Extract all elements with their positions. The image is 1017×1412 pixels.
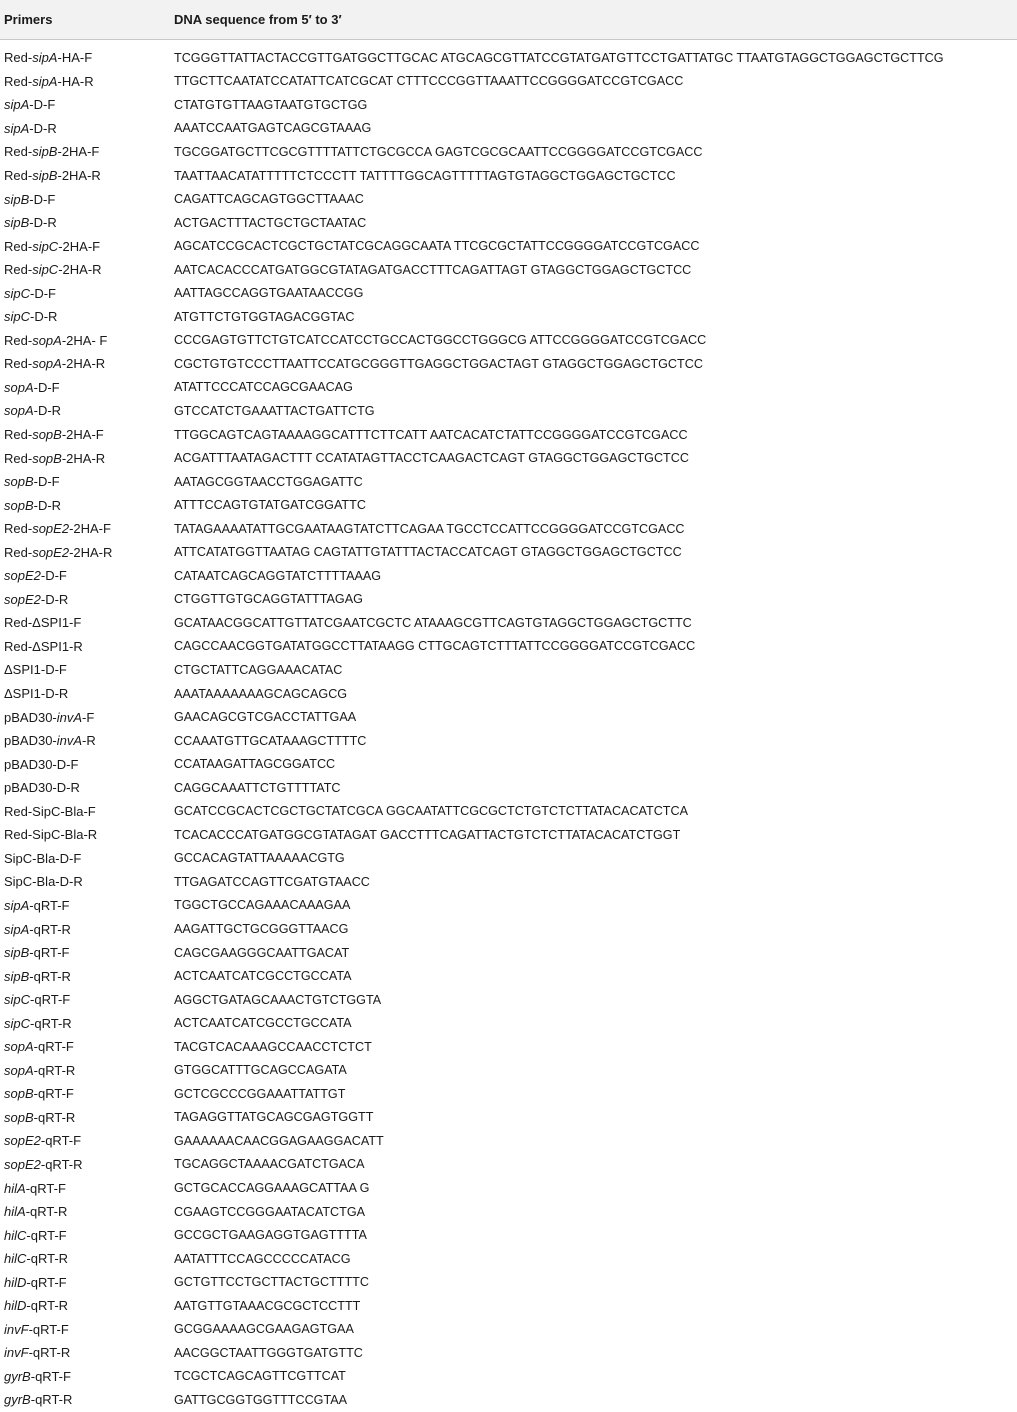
dna-sequence: GCATAACGGCATTGTTATCGAATCGCTC ATAAAGCGTTCAGTGTAGGCTGGAGCTGCTTC: [174, 615, 692, 630]
primer-name-post: -2HA-R: [69, 544, 113, 560]
primer-name: [0, 211, 170, 235]
primer-name: [0, 1388, 170, 1412]
primer-name-post: -2HA-R: [58, 262, 102, 278]
primer-name-post: -qRT-R: [33, 1109, 76, 1125]
table-row: [0, 658, 1017, 682]
primer-name-pre: SipC-Bla-D-R: [4, 874, 83, 890]
primer-name-post: -D-R: [29, 215, 57, 231]
primer-name-it: sipB: [4, 945, 30, 961]
table-row: [0, 776, 1017, 800]
primer-name: [0, 682, 170, 706]
primer-name-post: -2HA-R: [61, 450, 106, 466]
table-row: [0, 1106, 1017, 1130]
primer-name-post: -qRT-R: [30, 1392, 73, 1408]
primer-name: [0, 870, 170, 894]
table-row: [0, 117, 1017, 141]
primer-name-pre: Red-: [4, 238, 33, 254]
table-row: [0, 352, 1017, 376]
dna-sequence: TTGCTTCAATATCCATATTCATCGCAT CTTTCCCGGTTAAATTCCGGGGATCCGTCGACC: [174, 74, 684, 89]
primer-name-post: -qRT-R: [33, 1062, 76, 1078]
dna-sequence: GCATCCGCACTCGCTGCTATCGCA GGCAATATTCGCGCTCTGTCTCTTATACACATCTCA: [174, 804, 688, 819]
primer-name: [0, 1318, 170, 1342]
primer-name-post: -D-R: [33, 497, 62, 513]
primer-name: [0, 635, 170, 659]
dna-sequence: AATAGCGGTAACCTGGAGATTC: [174, 474, 363, 489]
primer-name: [0, 187, 170, 211]
dna-sequence: ATGTTCTGTGGTAGACGGTAC: [174, 309, 355, 324]
dna-sequence: TTGAGATCCAGTTCGATGTAACC: [174, 874, 370, 889]
dna-sequence: TGCGGATGCTTCGCGTTTTATTCTGCGCCA GAGTCGCGCAATTCCGGGGATCCGTCGACC: [174, 144, 703, 159]
primer-name-it: sopB: [4, 1109, 34, 1125]
dna-sequence: TAGAGGTTATGCAGCGAGTGGTT: [174, 1110, 374, 1125]
dna-sequence: CCCGAGTGTTCTGTCATCCATCCTGCCACTGGCCTGGGCG ATTCCGGGGATCCGTCGACC: [174, 333, 707, 348]
primer-name: [0, 894, 170, 918]
dna-sequence: CTATGTGTTAAGTAATGTGCTGG: [174, 97, 368, 112]
primer-name-post: -qRT-F: [40, 1133, 82, 1149]
table-row: [0, 1294, 1017, 1318]
primer-name-pre: ΔSPI1-D-R: [4, 686, 69, 702]
table-row: [0, 1129, 1017, 1153]
primer-name-pre: Red-SipC-Bla-F: [4, 803, 96, 819]
table-row: [0, 329, 1017, 353]
primer-name: [0, 70, 170, 94]
dna-sequence: CATAATCAGCAGGTATCTTTTAAAG: [174, 568, 382, 583]
primer-name-it: sipA: [32, 50, 58, 66]
table-row: [0, 588, 1017, 612]
primer-name-it: sopA: [4, 379, 34, 395]
primer-name-pre: Red-ΔSPI1-R: [4, 638, 83, 654]
primer-name-post: -2HA-F: [61, 427, 104, 443]
primer-name-it: sopA: [4, 1039, 34, 1055]
primer-name-it: hilC: [4, 1251, 27, 1267]
dna-sequence: AAGATTGCTGCGGGTTAACG: [174, 922, 349, 936]
dna-sequence: AATGTTGTAAACGCGCTCCTTT: [174, 1298, 361, 1313]
primer-name-it: sipC: [32, 238, 59, 254]
primer-name-post: -qRT-F: [26, 1227, 67, 1243]
primer-name-it: invF: [4, 1345, 29, 1361]
dna-sequence: GATTGCGGTGGTTTCCGTAA: [174, 1392, 348, 1407]
dna-sequence: GTGGCATTTGCAGCCAGATA: [174, 1063, 347, 1078]
primer-name-post: -F: [82, 709, 95, 725]
dna-sequence: AGCATCCGCACTCGCTGCTATCGCAGGCAATA TTCGCGCTATTCCGGGGATCCGTCGACC: [174, 239, 700, 254]
primer-name: [0, 1059, 170, 1083]
primer-name-it: sipA: [32, 73, 58, 89]
primer-name-pre: Red-: [4, 450, 33, 466]
dna-sequence: CAGGCAAATTCTGTTTTATC: [174, 780, 341, 795]
table-row: [0, 1270, 1017, 1294]
table-row: [0, 93, 1017, 117]
primer-name-it: sipC: [4, 1015, 31, 1031]
primer-name-it: sopE2: [4, 568, 41, 584]
primer-name: [0, 729, 170, 753]
primer-name-it: sopA: [4, 403, 34, 419]
table-row: [0, 517, 1017, 541]
primer-name: [0, 164, 170, 188]
primer-name-it: sopA: [4, 1062, 34, 1078]
primer-name-post: -HA-R: [57, 73, 94, 89]
table-row: [0, 70, 1017, 94]
primer-name-it: sopE2: [32, 521, 70, 537]
table-row: [0, 281, 1017, 305]
primer-name-pre: pBAD30-: [4, 733, 57, 749]
dna-sequence: GCCGCTGAAGAGGTGAGTTTTA: [174, 1228, 367, 1243]
table-row: [0, 611, 1017, 635]
primer-name: [0, 352, 170, 376]
dna-sequence: CGCTGTGTCCCTTAATTCCATGCGGGTTGAGGCTGGACTAGT GTAGGCTGGAGCTGCTCC: [174, 356, 703, 371]
primer-name-it: gyrB: [4, 1392, 31, 1408]
dna-sequence: ACGATTTAATAGACTTT CCATATAGTTACCTCAAGACTCAGT GTAGGCTGGAGCTGCTCC: [174, 451, 689, 466]
table-row: [0, 234, 1017, 258]
primer-name: [0, 117, 170, 141]
table-row: [0, 305, 1017, 329]
dna-sequence: CCAAATGTTGCATAAAGCTTTTC: [174, 733, 367, 748]
table-row: [0, 964, 1017, 988]
primer-name-post: -2HA- F: [61, 332, 108, 348]
dna-sequence: AAATCCAATGAGTCAGCGTAAAG: [174, 121, 372, 136]
primer-name-post: -D-F: [29, 97, 56, 113]
table-row: [0, 423, 1017, 447]
primer-name-post: -D-R: [30, 309, 58, 325]
table-row: [0, 1223, 1017, 1247]
primer-name-it: sipC: [32, 262, 59, 278]
dna-sequence: GTCCATCTGAAATTACTGATTCTG: [174, 403, 375, 418]
table-row: [0, 823, 1017, 847]
table-row: [0, 1176, 1017, 1200]
table-row: [0, 988, 1017, 1012]
primer-name: [0, 1341, 170, 1365]
primer-name-it: sipA: [4, 921, 30, 937]
dna-sequence: AAATAAAAAAAGCAGCAGCG: [174, 686, 348, 701]
table-row: [0, 870, 1017, 894]
primer-name-post: -qRT-F: [25, 1180, 66, 1196]
primer-name-it: sopE2: [4, 1156, 41, 1172]
table-row: [0, 446, 1017, 470]
header-row: [0, 0, 1017, 40]
dna-sequence: CTGCTATTCAGGAAACATAC: [174, 662, 343, 677]
dna-sequence: GAACAGCGTCGACCTATTGAA: [174, 710, 357, 725]
primer-name-post: -D-F: [33, 474, 60, 490]
primer-name: [0, 1106, 170, 1130]
dna-sequence: CAGCCAACGGTGATATGGCCTTATAAGG CTTGCAGTCTTTATTCCGGGGATCCGTCGACC: [174, 639, 696, 654]
dna-sequence: GCGGAAAAGCGAAGAGTGAA: [174, 1322, 354, 1337]
primer-name: [0, 1247, 170, 1271]
primer-name: [0, 40, 170, 70]
primer-name: [0, 917, 170, 941]
table-row: [0, 399, 1017, 423]
table-row: [0, 800, 1017, 824]
dna-sequence: ATATTCCCATCCAGCGAACAG: [174, 380, 353, 395]
primer-name: [0, 234, 170, 258]
primer-name-it: sopB: [32, 450, 62, 466]
primer-name-pre: Red-: [4, 427, 33, 443]
table-row: [0, 211, 1017, 235]
primer-name: [0, 1129, 170, 1153]
primer-name-post: -qRT-R: [26, 1251, 69, 1267]
primer-name: [0, 540, 170, 564]
primer-name-pre: pBAD30-: [4, 709, 57, 725]
table-row: [0, 564, 1017, 588]
dna-sequence: CAGATTCAGCAGTGGCTTAAAC: [174, 192, 364, 207]
dna-sequence: TGGCTGCCAGAAACAAAGAA: [174, 898, 351, 913]
primer-name: [0, 446, 170, 470]
primer-name: [0, 752, 170, 776]
primer-name-post: -2HA-R: [57, 168, 101, 183]
dna-sequence: GCTGTTCCTGCTTACTGCTTTTC: [174, 1275, 369, 1290]
primer-name: [0, 964, 170, 988]
table-row: [0, 164, 1017, 188]
table-row: [0, 258, 1017, 282]
dna-sequence: GCCACAGTATTAAAAACGTG: [174, 851, 345, 866]
primer-name-pre: Red-: [4, 544, 33, 560]
primer-name-it: invA: [56, 733, 83, 749]
primer-name: [0, 1200, 170, 1224]
table-row: [0, 540, 1017, 564]
primer-name-it: sipA: [4, 120, 30, 136]
primer-name-post: -qRT-F: [30, 992, 71, 1008]
primer-name-pre: Red-: [4, 356, 33, 372]
primer-name-it: sipB: [4, 191, 30, 207]
dna-sequence: TAATTAACATATTTTTCTCCCTT TATTTTGGCAGTTTTTAGTGTAGGCTGGAGCTGCTCC: [174, 168, 676, 183]
primer-name: [0, 140, 170, 164]
dna-sequence: TCGGGTTATTACTACCGTTGATGGCTTGCAC ATGCAGCGTTATCCGTATGATGTTCCTGATTATGC TTAATGTAGGCTGGAGCTGCTTCG: [174, 50, 944, 65]
table-row: [0, 1247, 1017, 1271]
table-row: [0, 847, 1017, 871]
dna-sequence: CTGGTTGTGCAGGTATTTAGAG: [174, 592, 363, 607]
table-row: [0, 493, 1017, 517]
table-row: [0, 1365, 1017, 1389]
primer-name-post: -HA-F: [57, 50, 93, 66]
primer-name-pre: ΔSPI1-D-F: [4, 662, 67, 678]
primer-name: [0, 1153, 170, 1177]
dna-sequence: AACGGCTAATTGGGTGATGTTC: [174, 1345, 363, 1360]
table-row: [0, 1388, 1017, 1412]
primer-name-post: -qRT-F: [30, 1368, 71, 1384]
primer-name-pre: Red-: [4, 144, 33, 160]
dna-sequence: TACGTCACAAAGCCAACCTCTCT: [174, 1039, 372, 1054]
primer-name: [0, 847, 170, 871]
primer-name: [0, 611, 170, 635]
dna-sequence: CCATAAGATTAGCGGATCC: [174, 757, 336, 772]
primer-name-it: sopB: [32, 427, 62, 443]
primer-name-pre: Red-: [4, 521, 33, 537]
primer-name-post: -R: [82, 733, 96, 749]
table-row: [0, 1318, 1017, 1342]
primer-name: [0, 988, 170, 1012]
table-row: [0, 1059, 1017, 1083]
primer-name-post: -D-R: [33, 403, 62, 419]
primer-name-it: hilA: [4, 1180, 26, 1196]
primer-name-post: -qRT-F: [29, 897, 70, 913]
primer-name-it: sopE2: [32, 544, 70, 560]
dna-sequence: AGGCTGATAGCAAACTGTCTGGTA: [174, 992, 382, 1007]
primer-name: [0, 305, 170, 329]
primer-name: [0, 470, 170, 494]
dna-sequence: CAGCGAAGGGCAATTGACAT: [174, 945, 350, 960]
primer-name-it: invA: [56, 709, 83, 725]
dna-sequence: TTGGCAGTCAGTAAAAGGCATTTCTTCATT AATCACATCTATTCCGGGGATCCGTCGACC: [174, 427, 688, 442]
primer-name-it: sipB: [32, 168, 58, 183]
primer-name: [0, 1035, 170, 1059]
table-row: [0, 682, 1017, 706]
dna-sequence: TCACACCCATGATGGCGTATAGAT GACCTTTCAGATTACTGTCTCTTATACACATCTGGT: [174, 827, 681, 842]
primer-name: [0, 281, 170, 305]
primer-name-it: sopA: [32, 332, 62, 348]
primer-name-pre: Red-: [4, 262, 33, 278]
primer-name: [0, 376, 170, 400]
primer-name-it: hilA: [4, 1204, 26, 1220]
primer-name-post: -2HA-F: [58, 238, 101, 254]
column-header-sequence: DNA sequence from 5′ to 3′: [170, 0, 1017, 40]
table-body: [0, 40, 1017, 1412]
primer-name-it: invF: [4, 1321, 29, 1337]
table-row: [0, 140, 1017, 164]
primer-name-it: hilD: [4, 1298, 27, 1314]
primer-name-it: sipA: [4, 97, 30, 113]
primer-name-it: sipC: [4, 992, 31, 1008]
primer-name-post: -qRT-F: [29, 945, 70, 961]
primer-name: [0, 423, 170, 447]
primer-name-post: -D-R: [29, 120, 57, 136]
primer-name-post: -qRT-R: [29, 968, 71, 984]
dna-sequence: TCGCTCAGCAGTTCGTTCAT: [174, 1369, 346, 1384]
primer-name-it: sopE2: [4, 591, 41, 607]
dna-sequence: ACTCAATCATCGCCTGCCATA: [174, 1016, 352, 1031]
primer-name-post: -qRT-F: [26, 1274, 67, 1290]
dna-sequence: ATTCATATGGTTAATAG CAGTATTGTATTTACTACCATCAGT GTAGGCTGGAGCTGCTCC: [174, 545, 682, 560]
primer-name-pre: pBAD30-D-R: [4, 780, 80, 796]
primer-name-it: sopE2: [4, 1133, 41, 1149]
primer-name-pre: SipC-Bla-D-F: [4, 850, 82, 866]
primer-name: [0, 658, 170, 682]
dna-sequence: AATCACACCCATGATGGCGTATAGATGACCTTTCAGATTAGT GTAGGCTGGAGCTGCTCC: [174, 262, 692, 277]
primer-name: [0, 823, 170, 847]
dna-sequence: AATATTTCCAGCCCCCATACG: [174, 1251, 351, 1266]
primer-name-pre: Red-: [4, 332, 33, 348]
dna-sequence: ACTGACTTTACTGCTGCTAATAC: [174, 215, 367, 230]
primer-name: [0, 329, 170, 353]
table-row: [0, 376, 1017, 400]
table-row: [0, 917, 1017, 941]
primer-name-it: sipC: [4, 309, 31, 325]
primer-name: [0, 1011, 170, 1035]
primer-name-it: sopA: [32, 356, 62, 372]
primer-name-post: -qRT-R: [28, 1345, 71, 1361]
table-row: [0, 187, 1017, 211]
primer-name-post: -qRT-R: [40, 1156, 83, 1172]
table-row: [0, 894, 1017, 918]
table-row: [0, 705, 1017, 729]
table-row: [0, 1153, 1017, 1177]
primer-name: [0, 1082, 170, 1106]
primer-name-post: -D-F: [29, 191, 56, 207]
primer-name-it: hilD: [4, 1274, 27, 1290]
primer-name-post: -D-R: [40, 591, 69, 607]
primer-name: [0, 1223, 170, 1247]
table-row: [0, 1035, 1017, 1059]
table-row: [0, 1082, 1017, 1106]
primer-name: [0, 564, 170, 588]
primer-name-post: -D-F: [40, 568, 67, 584]
primer-name-it: sipA: [4, 897, 30, 913]
primer-name: [0, 776, 170, 800]
primer-name-it: gyrB: [4, 1368, 31, 1384]
dna-sequence: CGAAGTCCGGGAATACATCTGA: [174, 1204, 366, 1219]
primer-name-post: -qRT-R: [29, 921, 71, 937]
primer-name: [0, 1270, 170, 1294]
primer-name: [0, 941, 170, 965]
primer-name-pre: Red-: [4, 50, 33, 66]
primer-name-pre: Red-: [4, 73, 33, 89]
dna-sequence: GCTCGCCCGGAAATTATTGT: [174, 1086, 346, 1101]
primer-name-pre: Red-SipC-Bla-R: [4, 827, 98, 843]
primer-name-it: sipB: [4, 968, 30, 984]
primer-name-post: -qRT-F: [28, 1321, 69, 1337]
table-row: [0, 729, 1017, 753]
primer-name-post: -qRT-F: [33, 1039, 74, 1055]
dna-sequence: TGCAGGCTAAAACGATCTGACA: [174, 1157, 365, 1172]
primer-name-pre: Red-: [4, 168, 33, 183]
dna-sequence: AATTAGCCAGGTGAATAACCGG: [174, 286, 364, 301]
primer-name: [0, 517, 170, 541]
primer-name: [0, 1294, 170, 1318]
primer-name-post: -D-F: [33, 379, 60, 395]
primer-name-post: -2HA-F: [69, 521, 111, 537]
primer-name: [0, 93, 170, 117]
table-row: [0, 1200, 1017, 1224]
table-row: [0, 470, 1017, 494]
primer-name-it: sopB: [4, 1086, 34, 1102]
primer-name-it: sipB: [32, 144, 58, 160]
primer-name-it: hilC: [4, 1227, 27, 1243]
table-row: [0, 635, 1017, 659]
table-row: [0, 40, 1017, 70]
dna-sequence: GCTGCACCAGGAAAGCATTAA G: [174, 1181, 370, 1196]
table-row: [0, 752, 1017, 776]
primer-name-post: -D-F: [30, 285, 57, 301]
primer-name: [0, 705, 170, 729]
primer-name-it: sipC: [4, 285, 31, 301]
table-row: [0, 941, 1017, 965]
primer-name-it: sopB: [4, 474, 34, 490]
primer-name: [0, 588, 170, 612]
column-header-primers: Primers: [0, 0, 170, 40]
primer-name: [0, 800, 170, 824]
primer-name: [0, 1365, 170, 1389]
primer-name-post: -qRT-R: [30, 1015, 72, 1031]
primer-name: [0, 258, 170, 282]
dna-sequence: ACTCAATCATCGCCTGCCATA: [174, 969, 352, 984]
primer-name-post: -qRT-F: [33, 1086, 74, 1102]
primer-name: [0, 1176, 170, 1200]
primer-name: [0, 493, 170, 517]
dna-sequence: GAAAAAACAACGGAGAAGGACATT: [174, 1133, 384, 1148]
table-row: [0, 1341, 1017, 1365]
primer-name-post: -2HA-F: [57, 144, 100, 160]
primer-name: [0, 399, 170, 423]
primer-name-it: sopB: [4, 497, 34, 513]
primer-name-post: -2HA-R: [61, 356, 106, 372]
table-row: [0, 1011, 1017, 1035]
dna-sequence: ATTTCCAGTGTATGATCGGATTC: [174, 498, 366, 513]
primer-name-pre: pBAD30-D-F: [4, 756, 79, 772]
primer-name-post: -qRT-R: [25, 1204, 68, 1220]
primer-name-post: -qRT-R: [26, 1298, 69, 1314]
primer-name-pre: Red-ΔSPI1-F: [4, 615, 82, 631]
dna-sequence: TATAGAAAATATTGCGAATAAGTATCTTCAGAA TGCCTCCATTCCGGGGATCCGTCGACC: [174, 521, 685, 536]
primer-name-it: sipB: [4, 215, 30, 231]
